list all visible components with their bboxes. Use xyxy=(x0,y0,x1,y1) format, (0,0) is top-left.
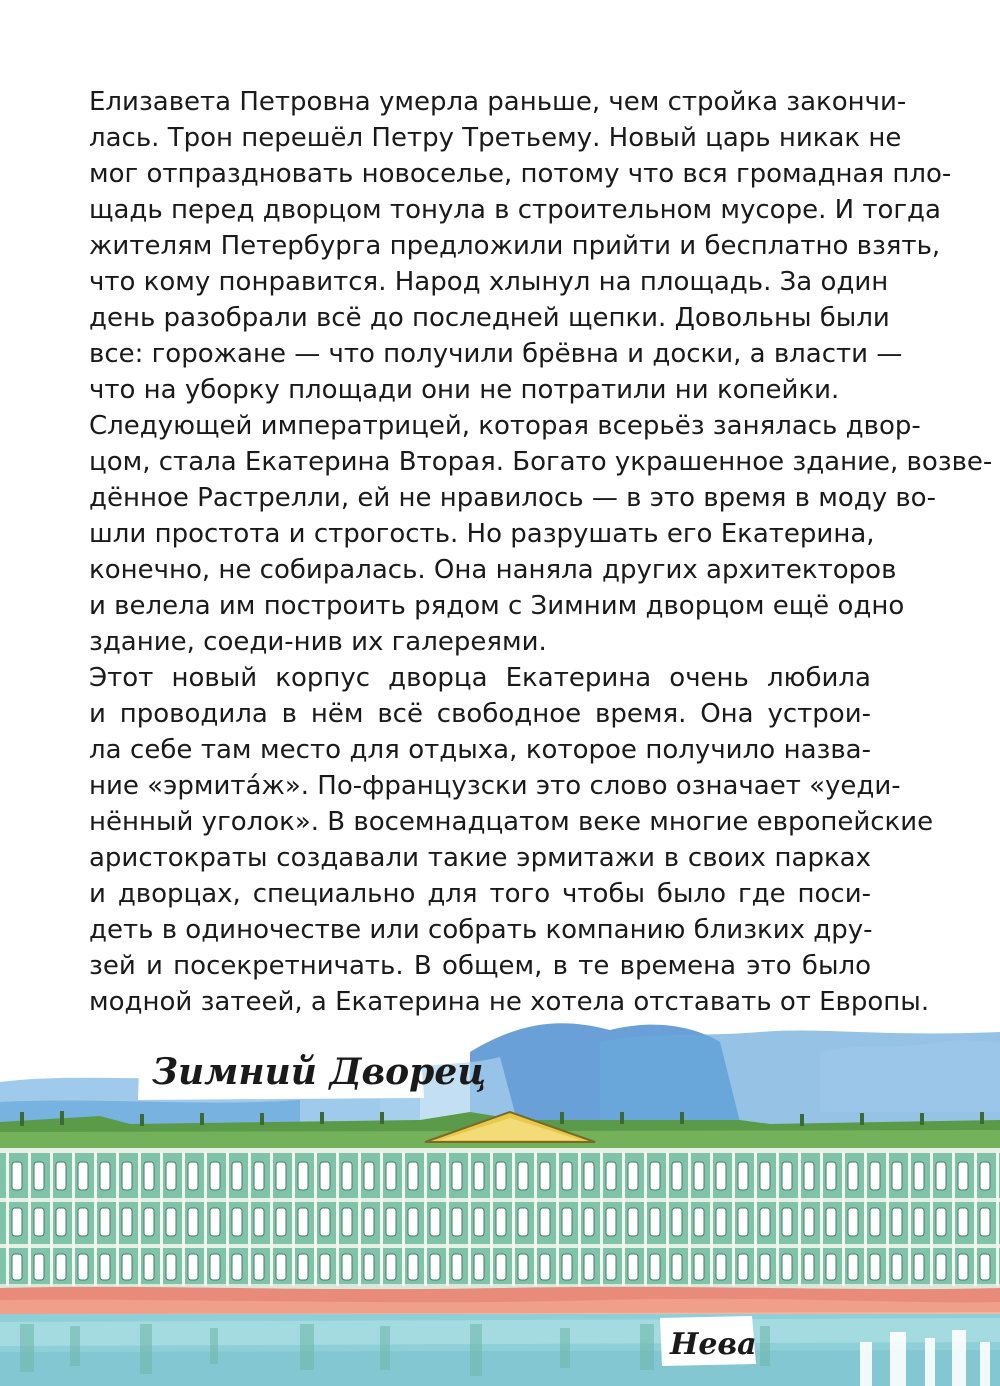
river-label-badge xyxy=(660,1316,757,1366)
river-neva xyxy=(0,1314,1000,1386)
palace-window xyxy=(958,1208,968,1236)
palace-window xyxy=(760,1162,770,1190)
palace-window xyxy=(386,1162,396,1190)
palace-window xyxy=(848,1208,858,1236)
palace-window xyxy=(584,1162,594,1190)
palace-window xyxy=(298,1208,308,1236)
palace-window xyxy=(672,1162,682,1190)
palace-window xyxy=(562,1162,572,1190)
palace-column xyxy=(424,1152,427,1286)
palace-window xyxy=(232,1254,242,1280)
palace-window xyxy=(760,1208,770,1236)
winter-palace-illustration xyxy=(0,1012,1000,1386)
palace-column xyxy=(666,1152,669,1286)
palace-window xyxy=(496,1208,506,1236)
palace-window xyxy=(936,1162,946,1190)
palace-window xyxy=(34,1208,44,1236)
palace-window xyxy=(826,1254,836,1280)
text-line: и велела им построить рядом с Зимним дворцом ещё одно xyxy=(89,591,905,621)
palace-window xyxy=(870,1254,880,1280)
text-line: что кому понравится. Народ хлынул на площадь. За один xyxy=(89,267,889,297)
palace-window xyxy=(188,1162,198,1190)
palace-window xyxy=(562,1208,572,1236)
palace-window xyxy=(342,1162,352,1190)
palace-column xyxy=(732,1152,735,1286)
palace-window xyxy=(56,1162,66,1190)
text-line: все: горожане — что получили брёвна и доски, а власти — xyxy=(89,339,903,369)
palace-window xyxy=(848,1162,858,1190)
palace-window xyxy=(452,1208,462,1236)
palace-window xyxy=(166,1162,176,1190)
text-line: нённый уголок». В восемнадцатом веке многие европейские xyxy=(89,807,934,837)
palace-window xyxy=(518,1162,528,1190)
palace-window xyxy=(166,1208,176,1236)
palace-window xyxy=(738,1208,748,1236)
palace-column xyxy=(842,1152,845,1286)
palace-column xyxy=(996,1152,999,1286)
palace-column xyxy=(512,1152,515,1286)
text-line: модной затеей, а Екатерина не хотела отставать от Европы. xyxy=(89,987,930,1017)
text-line: щадь перед дворцом тонула в строительном мусоре. И тогда xyxy=(89,195,941,225)
text-line: день разобрали всё до последней щепки. Довольны были xyxy=(89,303,890,333)
palace-window xyxy=(430,1162,440,1190)
palace-column xyxy=(336,1152,339,1286)
text-line: лась. Трон перешёл Петру Третьему. Новый царь никак не xyxy=(89,123,902,153)
palace-window xyxy=(606,1254,616,1280)
palace-column xyxy=(248,1152,251,1286)
palace-column xyxy=(688,1152,691,1286)
palace-column xyxy=(270,1152,273,1286)
palace-window xyxy=(694,1162,704,1190)
palace-column xyxy=(798,1152,801,1286)
palace-window xyxy=(474,1254,484,1280)
palace-window xyxy=(100,1162,110,1190)
palace-column xyxy=(952,1152,955,1286)
embankment xyxy=(0,1287,1000,1318)
palace-window xyxy=(78,1162,88,1190)
palace-window xyxy=(694,1208,704,1236)
text-line: и дворцах, специально для того чтобы было где поси- xyxy=(89,879,871,909)
text-line: здание, соеди-нив их галереями. xyxy=(89,627,547,657)
palace-window xyxy=(584,1254,594,1280)
palace-window xyxy=(298,1254,308,1280)
palace-column xyxy=(754,1152,757,1286)
text-line: аристократы создавали такие эрмитажи в своих парках xyxy=(89,843,871,873)
palace-window xyxy=(782,1254,792,1280)
palace-window xyxy=(452,1254,462,1280)
palace-window xyxy=(914,1254,924,1280)
text-line: конечно, не собиралась. Она наняла других архитекторов xyxy=(89,555,897,585)
palace-window xyxy=(276,1208,286,1236)
palace-window xyxy=(892,1254,902,1280)
palace-window xyxy=(298,1162,308,1190)
palace-window xyxy=(804,1254,814,1280)
palace-column xyxy=(94,1152,97,1286)
palace-window xyxy=(650,1162,660,1190)
palace-window xyxy=(320,1254,330,1280)
palace-window xyxy=(738,1254,748,1280)
palace-window xyxy=(628,1254,638,1280)
palace-column xyxy=(930,1152,933,1286)
palace-column xyxy=(72,1152,75,1286)
palace-window xyxy=(12,1254,22,1280)
palace-window xyxy=(826,1162,836,1190)
palace-window xyxy=(804,1208,814,1236)
palace-window xyxy=(408,1162,418,1190)
palace-window xyxy=(430,1208,440,1236)
palace-column xyxy=(292,1152,295,1286)
text-line: деть в одиночестве или собрать компанию близких дру- xyxy=(89,915,873,945)
palace-window xyxy=(936,1208,946,1236)
palace-window xyxy=(474,1162,484,1190)
palace-window xyxy=(958,1162,968,1190)
palace-window xyxy=(386,1254,396,1280)
palace-column xyxy=(578,1152,581,1286)
palace-window xyxy=(188,1254,198,1280)
palace-column xyxy=(864,1152,867,1286)
palace-column xyxy=(974,1152,977,1286)
text-line: цом, стала Екатерина Вторая. Богато украшенное здание, возве- xyxy=(89,447,993,477)
palace-column xyxy=(886,1152,889,1286)
text-line: и проводила в нём всё свободное время. Она устрои- xyxy=(89,699,871,729)
palace-column xyxy=(600,1152,603,1286)
palace-window xyxy=(760,1254,770,1280)
text-line: Следующей императрицей, которая всерьёз занялась двор- xyxy=(89,411,921,441)
palace-column xyxy=(314,1152,317,1286)
palace-label: Зимний Дворец xyxy=(152,1051,487,1093)
text-line: ние «эрмитáж». По-французски это слово означает «уеди- xyxy=(89,771,901,801)
palace-window xyxy=(540,1254,550,1280)
palace-column xyxy=(644,1152,647,1286)
palace-column xyxy=(50,1152,53,1286)
text-line: мог отпраздновать новоселье, потому что вся громадная пло- xyxy=(89,159,952,189)
palace-window xyxy=(606,1162,616,1190)
palace-window xyxy=(716,1254,726,1280)
palace-window xyxy=(430,1254,440,1280)
palace-window xyxy=(254,1208,264,1236)
palace-window xyxy=(364,1162,374,1190)
palace-window xyxy=(980,1254,990,1280)
palace-window xyxy=(100,1208,110,1236)
palace-window xyxy=(650,1254,660,1280)
palace-window xyxy=(100,1254,110,1280)
palace-label-badge xyxy=(138,1040,486,1100)
palace-window xyxy=(496,1162,506,1190)
palace-column xyxy=(380,1152,383,1286)
palace-window xyxy=(320,1208,330,1236)
palace-window xyxy=(694,1254,704,1280)
palace-column xyxy=(160,1152,163,1286)
palace-column xyxy=(468,1152,471,1286)
palace-window xyxy=(716,1162,726,1190)
palace-column xyxy=(116,1152,119,1286)
palace-window xyxy=(56,1254,66,1280)
palace-window xyxy=(496,1254,506,1280)
palace-window xyxy=(628,1208,638,1236)
palace-window xyxy=(782,1208,792,1236)
palace-window xyxy=(364,1208,374,1236)
palace-window xyxy=(540,1208,550,1236)
palace-column xyxy=(622,1152,625,1286)
text-line: что на уборку площади они не потратили ни копейки. xyxy=(89,375,840,405)
palace-window xyxy=(518,1208,528,1236)
palace-window xyxy=(782,1162,792,1190)
palace-window xyxy=(914,1208,924,1236)
palace-window xyxy=(122,1208,132,1236)
palace-window xyxy=(650,1208,660,1236)
palace-window xyxy=(78,1208,88,1236)
palace-window xyxy=(738,1162,748,1190)
palace-column xyxy=(28,1152,31,1286)
palace-window xyxy=(870,1162,880,1190)
palace-window xyxy=(232,1162,242,1190)
palace-window xyxy=(914,1162,924,1190)
palace-window xyxy=(34,1162,44,1190)
palace-window xyxy=(408,1254,418,1280)
palace-window xyxy=(958,1254,968,1280)
palace-window xyxy=(342,1254,352,1280)
palace-window xyxy=(276,1254,286,1280)
palace-window xyxy=(584,1208,594,1236)
text-line: ла себе там место для отдыха, которое получило назва- xyxy=(89,735,871,765)
palace-column xyxy=(820,1152,823,1286)
palace-window xyxy=(452,1162,462,1190)
palace-window xyxy=(122,1254,132,1280)
palace-window xyxy=(980,1208,990,1236)
palace-column xyxy=(710,1152,713,1286)
palace-column xyxy=(358,1152,361,1286)
palace-window xyxy=(672,1254,682,1280)
palace-window xyxy=(716,1208,726,1236)
palace-window xyxy=(474,1208,484,1236)
palace-window xyxy=(144,1162,154,1190)
palace-column xyxy=(402,1152,405,1286)
text-line: дённое Растрелли, ей не нравилось — в это время в моду во- xyxy=(89,483,936,513)
palace-window xyxy=(628,1162,638,1190)
text-line: Елизавета Петровна умерла раньше, чем стройка закончи- xyxy=(89,87,907,117)
palace-window xyxy=(276,1162,286,1190)
palace-window xyxy=(34,1254,44,1280)
palace-column xyxy=(534,1152,537,1286)
palace-column xyxy=(138,1152,141,1286)
palace-column xyxy=(776,1152,779,1286)
palace-window xyxy=(144,1254,154,1280)
palace-window xyxy=(254,1162,264,1190)
palace-window xyxy=(540,1162,550,1190)
palace-column xyxy=(226,1152,229,1286)
palace-window xyxy=(804,1162,814,1190)
palace-column xyxy=(490,1152,493,1286)
palace-window xyxy=(12,1208,22,1236)
palace-window xyxy=(936,1254,946,1280)
text-line: Этот новый корпус дворца Екатерина очень любила xyxy=(89,663,871,693)
palace-window xyxy=(562,1254,572,1280)
text-line: шли простота и строгость. Но разрушать его Екатерина, xyxy=(89,519,875,549)
palace-window xyxy=(342,1208,352,1236)
palace-window xyxy=(122,1162,132,1190)
palace-window xyxy=(848,1254,858,1280)
palace-window xyxy=(320,1162,330,1190)
palace-window xyxy=(78,1254,88,1280)
palace-window xyxy=(386,1208,396,1236)
palace-window xyxy=(56,1208,66,1236)
palace-window xyxy=(892,1208,902,1236)
palace-column xyxy=(6,1152,9,1286)
palace-window xyxy=(980,1162,990,1190)
palace-window xyxy=(672,1208,682,1236)
text-line: зей и посекретничать. В общем, в те времена это было xyxy=(89,951,871,981)
palace-window xyxy=(210,1162,220,1190)
palace-window xyxy=(210,1254,220,1280)
text-line: жителям Петербурга предложили прийти и бесплатно взять, xyxy=(89,231,941,261)
palace-window xyxy=(870,1208,880,1236)
palace-column xyxy=(446,1152,449,1286)
palace-window xyxy=(364,1254,374,1280)
palace-window xyxy=(12,1162,22,1190)
palace-window xyxy=(254,1254,264,1280)
palace-column xyxy=(182,1152,185,1286)
river-label: Нева xyxy=(670,1327,757,1362)
palace-window xyxy=(144,1208,154,1236)
palace-window xyxy=(408,1208,418,1236)
palace-window xyxy=(210,1208,220,1236)
palace-window xyxy=(826,1208,836,1236)
palace-window xyxy=(188,1208,198,1236)
palace-window xyxy=(892,1162,902,1190)
palace-column xyxy=(204,1152,207,1286)
palace-window xyxy=(166,1254,176,1280)
palace-column xyxy=(908,1152,911,1286)
palace-column xyxy=(556,1152,559,1286)
palace-window xyxy=(232,1208,242,1236)
palace-window xyxy=(518,1254,528,1280)
palace-window xyxy=(606,1208,616,1236)
